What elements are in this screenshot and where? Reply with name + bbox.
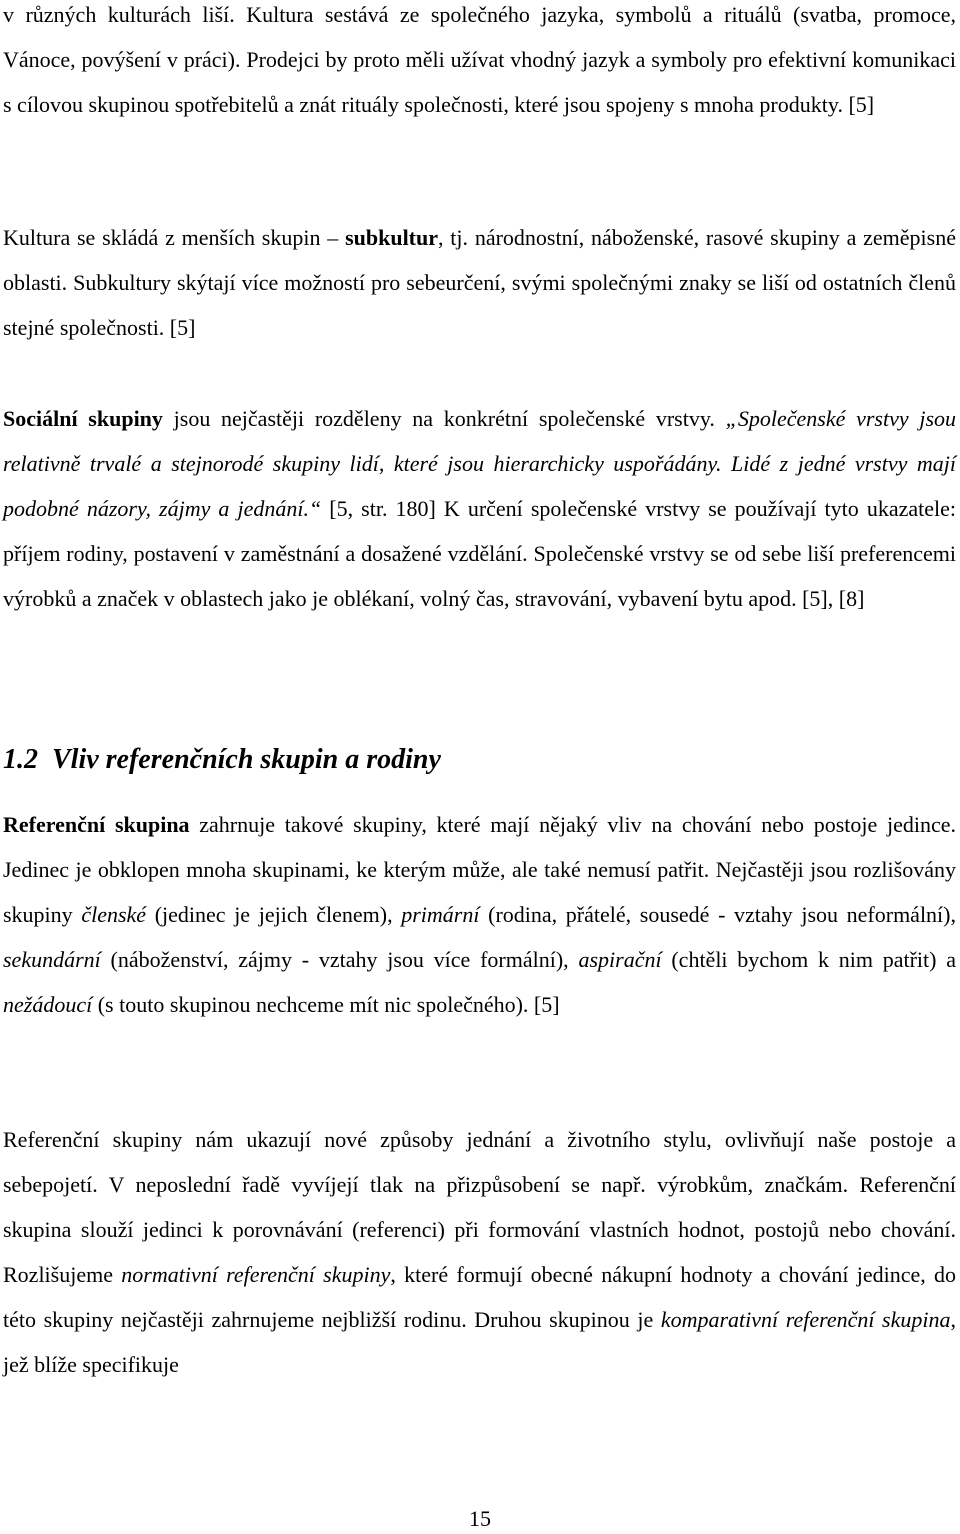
term-social-groups: Sociální skupiny bbox=[3, 406, 163, 431]
paragraph-reference-influence bbox=[3, 1117, 956, 1387]
term-clenske: členské bbox=[81, 902, 147, 927]
text-run: [5, str. 180] K určení společenské vrstvy se používají tyto ukazatele: příjem rodiny, postavení v zaměstnání a dosažené vzdělání. Společenské vrstvy se od sebe liší preferencemi výrobků a značek v oblastech jako je oblékaní, volný čas, stravování, vybavení bytu apod. [5], [8] bbox=[3, 496, 956, 611]
term-primarni: primární bbox=[401, 902, 480, 927]
text-run: jsou nejčastěji rozděleny na konkrétní společenské vrstvy. bbox=[162, 406, 726, 431]
text-run: Referenční skupiny nám ukazují nové způsoby jednání a životního stylu, ovlivňují naše postoje a sebepojetí. V neposlední řadě vyvíjejí tlak na přizpůsobení se např. výrobkům, značkám. Referenční skupina slouží jedinci k porovnávání (referenci) při formování vlastních hodnot, postojů nebo chování. Rozlišujeme bbox=[3, 1127, 956, 1287]
term-comparative-group: komparativní referenční skupina bbox=[660, 1307, 951, 1332]
text-run: , tj. národnostní, náboženské, rasové skupiny a zeměpisné oblasti. Subkultury skýtají více možností pro sebeurčení, svými společnými znaky se liší od ostatních členů stejné společnosti. [5] bbox=[3, 225, 957, 340]
page-number: 15 bbox=[469, 1506, 491, 1531]
section-heading bbox=[3, 735, 953, 785]
text-run: (chtěli bychom k nim patřit) a bbox=[661, 947, 957, 972]
term-normative-group: normativní referenční skupiny bbox=[121, 1262, 391, 1287]
paragraph-social-groups bbox=[3, 396, 956, 621]
term-aspiracni: aspirační bbox=[578, 947, 662, 972]
text-run: (s touto skupinou nechceme mít nic společného). [5] bbox=[92, 992, 560, 1017]
paragraph-subcultures bbox=[3, 215, 956, 350]
term-nezadouci: nežádoucí bbox=[3, 992, 93, 1017]
section-number: 1.2 bbox=[3, 744, 38, 775]
text-run: , jež blíže specifikuje bbox=[3, 1307, 956, 1377]
paragraph-culture bbox=[3, 0, 956, 127]
text-run: (jedinec je jejich členem), bbox=[146, 902, 402, 927]
paragraph-reference-group bbox=[3, 802, 956, 1027]
text-run: (náboženství, zájmy - vztahy jsou více formální), bbox=[100, 947, 579, 972]
text-run: zahrnuje takové skupiny, které mají nějaký vliv na chování nebo postoje jedince. Jedinec je obklopen mnoha skupinami, ke kterým může, ale také nemusí patřit. Nejčastěji jsou rozlišovány skupiny bbox=[3, 812, 956, 927]
paragraph-culture-text: v různých kulturách liší. Kultura sestává ze společného jazyka, symbolů a rituálů (svatba, promoce, Vánoce, povýšení v práci). Prodejci by proto měli užívat vhodný jazyk a symboly pro efektivní komunikaci s cílovou skupinou spotřebitelů a znát rituály společnosti, které jsou spojeny s mnoha produkty. [5] bbox=[3, 2, 956, 117]
quotation: „Společenské vrstvy jsou relativně trvalé a stejnorodé skupiny lidí, které jsou hierarchicky uspořádány. Lidé z jedné vrstvy mají podobné názory, zájmy a jednání.“ bbox=[3, 406, 957, 521]
term-subkultur: subkultur bbox=[345, 225, 439, 250]
term-sekundarni: sekundární bbox=[3, 947, 101, 972]
text-run: Kultura se skládá z menších skupin – bbox=[3, 225, 346, 250]
text-run: , které formují obecné nákupní hodnoty a chování jedince, do této skupiny nejčastěji zahrnujeme nejbližší rodinu. Druhou skupinou je bbox=[3, 1262, 957, 1332]
text-run: (rodina, přátelé, sousedé - vztahy jsou neformální), bbox=[479, 902, 956, 927]
section-title: Vliv referenčních skupin a rodiny bbox=[52, 744, 441, 775]
term-reference-group: Referenční skupina bbox=[3, 812, 190, 837]
